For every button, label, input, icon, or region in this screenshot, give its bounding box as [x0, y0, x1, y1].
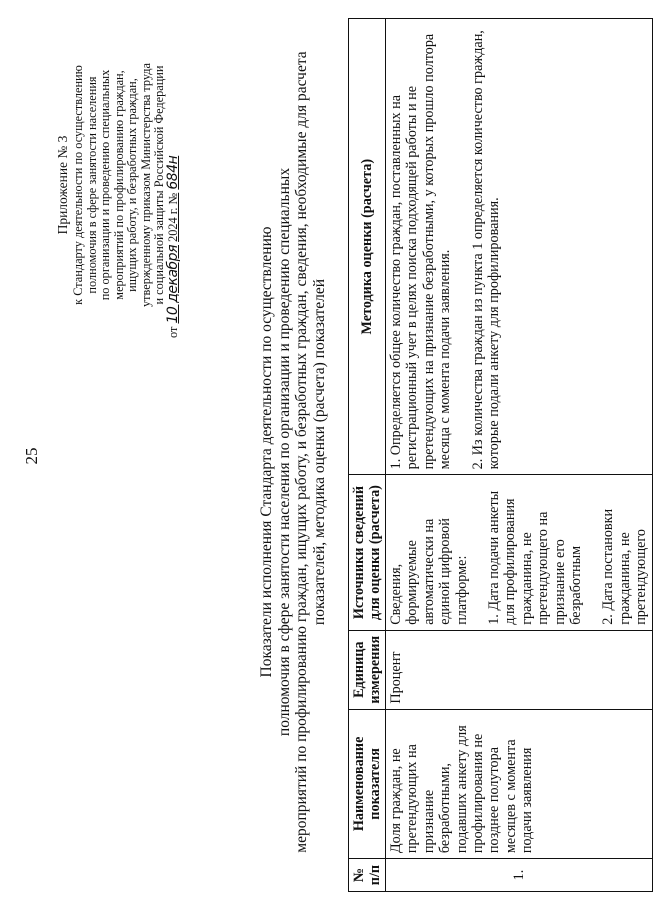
- source-item: 2. Дата постановки гражданина, не претендующего: [600, 508, 650, 625]
- heading-line: мероприятий по профилированию граждан, ищущих работу, и безработных граждан, сведения, необходимые для расчета: [293, 51, 310, 853]
- indicator-unit: Процент: [386, 630, 653, 709]
- heading-line: Показатели исполнения Стандарта деятельности по осуществлению: [258, 226, 275, 678]
- year-and-number-label: 2024 г. №: [165, 192, 180, 242]
- header-sources: Источники сведений для оценки (расчета): [349, 475, 386, 630]
- appendix-line: ищущих работу, и безработных граждан,: [125, 78, 139, 292]
- appendix-line: мероприятий по профилированию граждан,: [111, 70, 126, 300]
- heading-line: показателей, методика оценки (расчета) показателей: [310, 278, 328, 626]
- appendix-line: утвержденному приказом Министерства труда: [138, 63, 153, 307]
- source-item: Сведения, формируемые автоматически на единой цифровой платформе:: [388, 518, 470, 625]
- header-num: № п/п: [349, 859, 386, 892]
- method-step: 1. Определяется общее количество граждан, поставленных на регистрационный учет в целях поиска подходящей работы и не претендующих на признание безработными, у которых прошло полтора месяца с момента подачи заявления.: [388, 33, 454, 470]
- handwritten-date: 10 декабря: [164, 245, 181, 324]
- indicator-method: [386, 19, 653, 475]
- document-heading: [258, 20, 328, 884]
- method-step: 2. Из количества граждан из пункта 1 определяется количество граждан, которые подали анкету для профилирования.: [469, 30, 503, 470]
- appendix-header: [55, 26, 180, 344]
- appendix-line: и социальной защиты Российской Федерации: [152, 65, 166, 305]
- source-item: 1. Дата подачи анкеты для профилирования гражданина, не претендующего на признание его безработным: [486, 490, 585, 625]
- page-number: 25: [22, 447, 41, 465]
- header-method: Методика оценки (расчета): [349, 19, 386, 475]
- indicators-table: [348, 18, 653, 892]
- header-name: Наименование показателя: [349, 709, 386, 858]
- table-header-row: [349, 19, 386, 892]
- approval-date-line: [164, 26, 181, 344]
- indicator-sources: [386, 475, 653, 630]
- table-row: [386, 19, 653, 892]
- appendix-line: по организации и проведению специальных: [98, 69, 112, 301]
- appendix-title: Приложение № 3: [55, 135, 70, 235]
- heading-line: полномочия в сфере занятости населения по организации и проведению специальных: [275, 167, 293, 737]
- header-unit: Единица измерения: [349, 630, 386, 709]
- indicator-name: Доля граждан, не претендующих на признание безработными, подавших анкету для профилирования не позднее полутора месяцев с момента подачи заявления: [386, 709, 653, 858]
- from-label: от: [165, 326, 180, 338]
- appendix-line: полномочия в сфере занятости населения: [84, 76, 99, 294]
- appendix-line: к Стандарту деятельности по осуществлению: [71, 65, 85, 305]
- handwritten-order-number: 684н: [164, 155, 181, 190]
- row-number: 1.: [386, 859, 653, 892]
